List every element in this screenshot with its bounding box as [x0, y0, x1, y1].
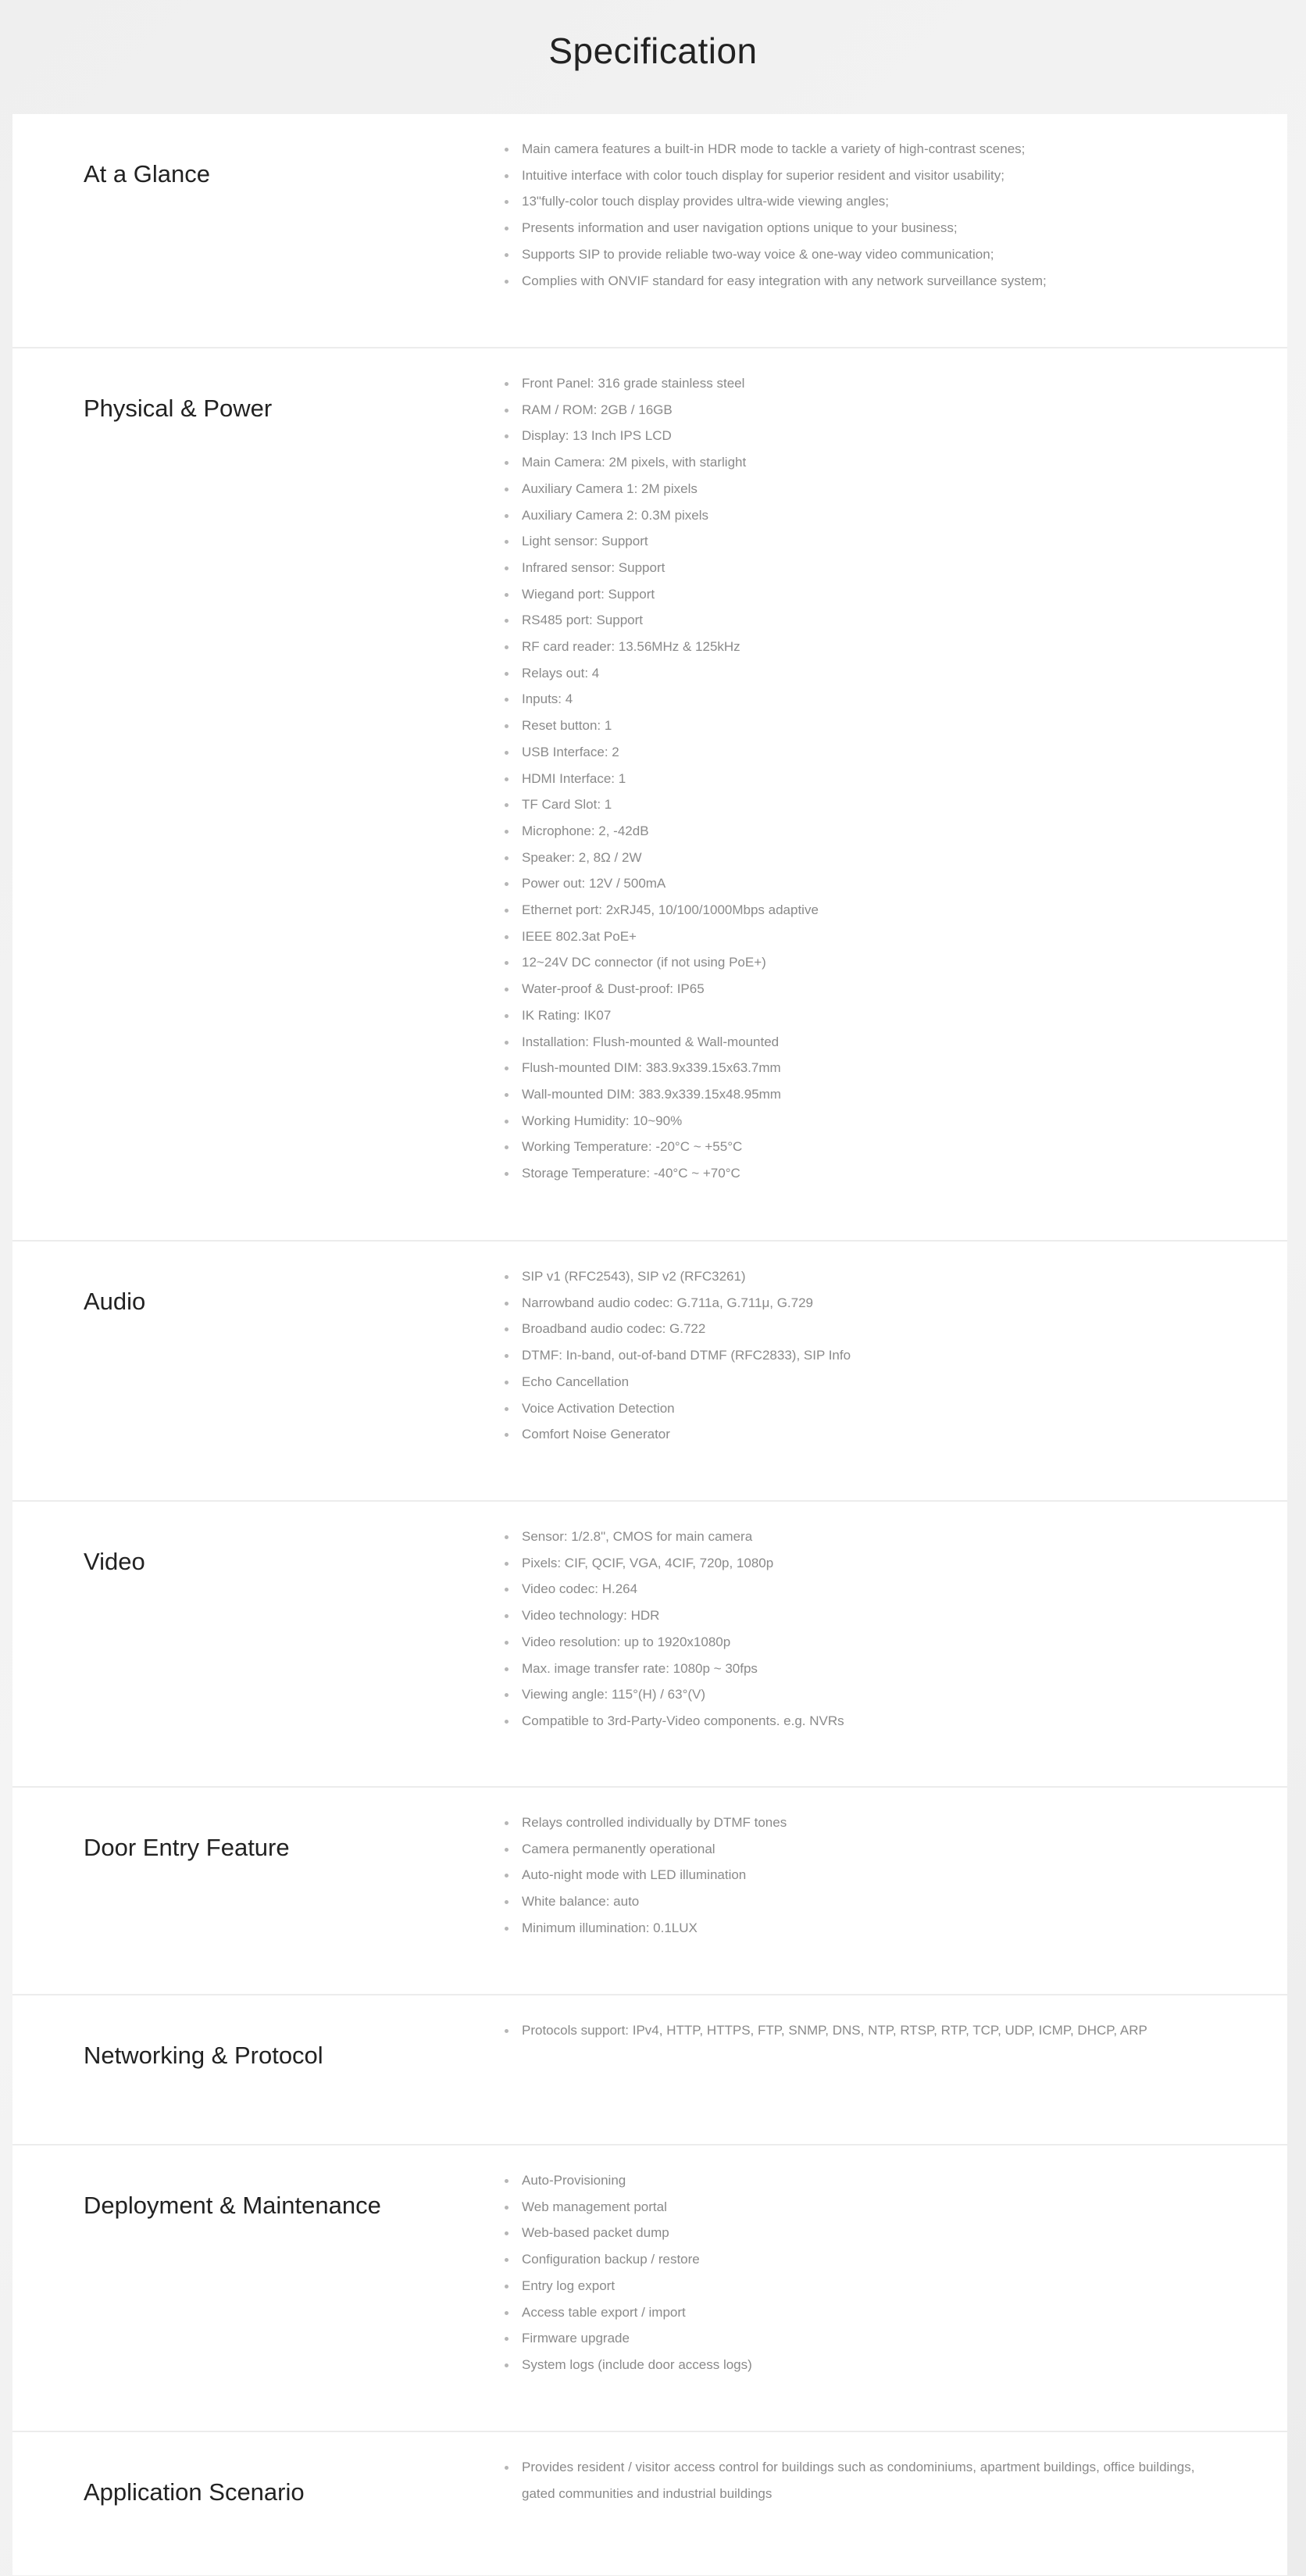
section-networking-protocol	[12, 1995, 1287, 2145]
spec-item: Supports SIP to provide reliable two-way voice & one-way video communication;	[500, 241, 1225, 268]
spec-item: Relays out: 4	[500, 660, 1225, 687]
spec-item: Voice Activation Detection	[500, 1395, 1225, 1422]
spec-list	[473, 1242, 1287, 1500]
spec-item: Installation: Flush-mounted & Wall-mounted	[500, 1029, 1225, 1056]
spec-list	[473, 2145, 1287, 2431]
spec-item: DTMF: In-band, out-of-band DTMF (RFC2833), SIP Info	[500, 1342, 1225, 1369]
spec-item: Working Humidity: 10~90%	[500, 1108, 1225, 1134]
spec-item: Echo Cancellation	[500, 1369, 1225, 1395]
spec-item: Working Temperature: -20°C ~ +55°C	[500, 1134, 1225, 1160]
spec-item: System logs (include door access logs)	[500, 2352, 1225, 2378]
spec-item: 13"fully-color touch display provides ultra-wide viewing angles;	[500, 188, 1225, 215]
spec-item: Speaker: 2, 8Ω / 2W	[500, 845, 1225, 871]
spec-item: Power out: 12V / 500mA	[500, 870, 1225, 897]
spec-item: Auto-Provisioning	[500, 2167, 1225, 2194]
spec-item: RAM / ROM: 2GB / 16GB	[500, 397, 1225, 423]
spec-item: HDMI Interface: 1	[500, 766, 1225, 792]
spec-item: Web-based packet dump	[500, 2220, 1225, 2246]
spec-item: Auto-night mode with LED illumination	[500, 1862, 1225, 1888]
spec-item: Wall-mounted DIM: 383.9x339.15x48.95mm	[500, 1081, 1225, 1108]
spec-item: SIP v1 (RFC2543), SIP v2 (RFC3261)	[500, 1263, 1225, 1290]
section-video	[12, 1502, 1287, 1788]
spec-item: Light sensor: Support	[500, 528, 1225, 555]
section-title: Physical & Power	[84, 395, 273, 422]
section-title: Deployment & Maintenance	[84, 2192, 381, 2219]
spec-item: Main camera features a built-in HDR mode to tackle a variety of high-contrast scenes;	[500, 136, 1225, 163]
spec-item: Storage Temperature: -40°C ~ +70°C	[500, 1160, 1225, 1187]
spec-item: Web management portal	[500, 2194, 1225, 2221]
section-audio	[12, 1242, 1287, 1502]
spec-item: Viewing angle: 115°(H) / 63°(V)	[500, 1681, 1225, 1708]
section-application-scenario	[12, 2432, 1287, 2575]
page-title: Specification	[548, 30, 758, 71]
spec-item: Video resolution: up to 1920x1080p	[500, 1629, 1225, 1656]
section-title: At a Glance	[84, 160, 210, 188]
spec-item: Sensor: 1/2.8", CMOS for main camera	[500, 1524, 1225, 1550]
spec-item: Display: 13 Inch IPS LCD	[500, 423, 1225, 449]
spec-item: Max. image transfer rate: 1080p ~ 30fps	[500, 1656, 1225, 1682]
spec-item: Intuitive interface with color touch display for superior resident and visitor usability;	[500, 163, 1225, 189]
section-at-a-glance	[12, 114, 1287, 348]
spec-list	[473, 1502, 1287, 1786]
section-title: Application Scenario	[84, 2478, 305, 2506]
spec-item: Ethernet port: 2xRJ45, 10/100/1000Mbps adaptive	[500, 897, 1225, 924]
spec-item: IK Rating: IK07	[500, 1002, 1225, 1029]
section-physical-power	[12, 348, 1287, 1242]
spec-item: Infrared sensor: Support	[500, 555, 1225, 581]
spec-item: Water-proof & Dust-proof: IP65	[500, 976, 1225, 1002]
spec-item: Presents information and user navigation options unique to your business;	[500, 215, 1225, 241]
spec-item: Firmware upgrade	[500, 2325, 1225, 2352]
spec-item: 12~24V DC connector (if not using PoE+)	[500, 949, 1225, 976]
spec-item: Wiegand port: Support	[500, 581, 1225, 608]
spec-item: Minimum illumination: 0.1LUX	[500, 1915, 1225, 1942]
spec-item: Compatible to 3rd-Party-Video components. e.g. NVRs	[500, 1708, 1225, 1735]
spec-item: Protocols support: IPv4, HTTP, HTTPS, FTP, SNMP, DNS, NTP, RTSP, RTP, TCP, UDP, ICMP, DHCP, ARP	[500, 2017, 1225, 2044]
spec-list	[473, 348, 1287, 1240]
spec-item: USB Interface: 2	[500, 739, 1225, 766]
spec-item: Entry log export	[500, 2273, 1225, 2299]
spec-item: Auxiliary Camera 2: 0.3M pixels	[500, 502, 1225, 529]
spec-item: Inputs: 4	[500, 686, 1225, 713]
spec-list	[473, 2432, 1287, 2575]
spec-item: IEEE 802.3at PoE+	[500, 924, 1225, 950]
spec-item: Access table export / import	[500, 2299, 1225, 2326]
spec-list	[473, 1995, 1287, 2144]
spec-item: Video codec: H.264	[500, 1576, 1225, 1602]
spec-item: Flush-mounted DIM: 383.9x339.15x63.7mm	[500, 1055, 1225, 1081]
spec-item: Configuration backup / restore	[500, 2246, 1225, 2273]
spec-item: RF card reader: 13.56MHz & 125kHz	[500, 634, 1225, 660]
spec-item: Pixels: CIF, QCIF, VGA, 4CIF, 720p, 1080p	[500, 1550, 1225, 1577]
spec-item: Main Camera: 2M pixels, with starlight	[500, 449, 1225, 476]
spec-item: Provides resident / visitor access control for buildings such as condominiums, apartment buildings, office buildings, gated communities and industrial buildings	[500, 2454, 1225, 2506]
spec-item: Complies with ONVIF standard for easy integration with any network surveillance system;	[500, 268, 1225, 295]
spec-list	[473, 1788, 1287, 1994]
spec-item: Video technology: HDR	[500, 1602, 1225, 1629]
spec-item: Relays controlled individually by DTMF tones	[500, 1810, 1225, 1836]
spec-sections	[12, 114, 1287, 2575]
spec-item: Comfort Noise Generator	[500, 1421, 1225, 1448]
spec-item: Reset button: 1	[500, 713, 1225, 739]
section-deployment-maintenance	[12, 2145, 1287, 2432]
spec-item: TF Card Slot: 1	[500, 791, 1225, 818]
spec-item: RS485 port: Support	[500, 607, 1225, 634]
spec-item: Narrowband audio codec: G.711a, G.711μ, G.729	[500, 1290, 1225, 1317]
spec-item: White balance: auto	[500, 1888, 1225, 1915]
spec-item: Broadband audio codec: G.722	[500, 1316, 1225, 1342]
spec-item: Camera permanently operational	[500, 1836, 1225, 1863]
section-title: Audio	[84, 1288, 146, 1315]
section-door-entry-feature	[12, 1788, 1287, 1995]
spec-item: Front Panel: 316 grade stainless steel	[500, 370, 1225, 397]
section-title: Door Entry Feature	[84, 1834, 290, 1861]
section-title: Video	[84, 1548, 145, 1575]
spec-list	[473, 114, 1287, 347]
spec-item: Auxiliary Camera 1: 2M pixels	[500, 476, 1225, 502]
spec-item: Microphone: 2, -42dB	[500, 818, 1225, 845]
section-title: Networking & Protocol	[84, 2042, 323, 2069]
